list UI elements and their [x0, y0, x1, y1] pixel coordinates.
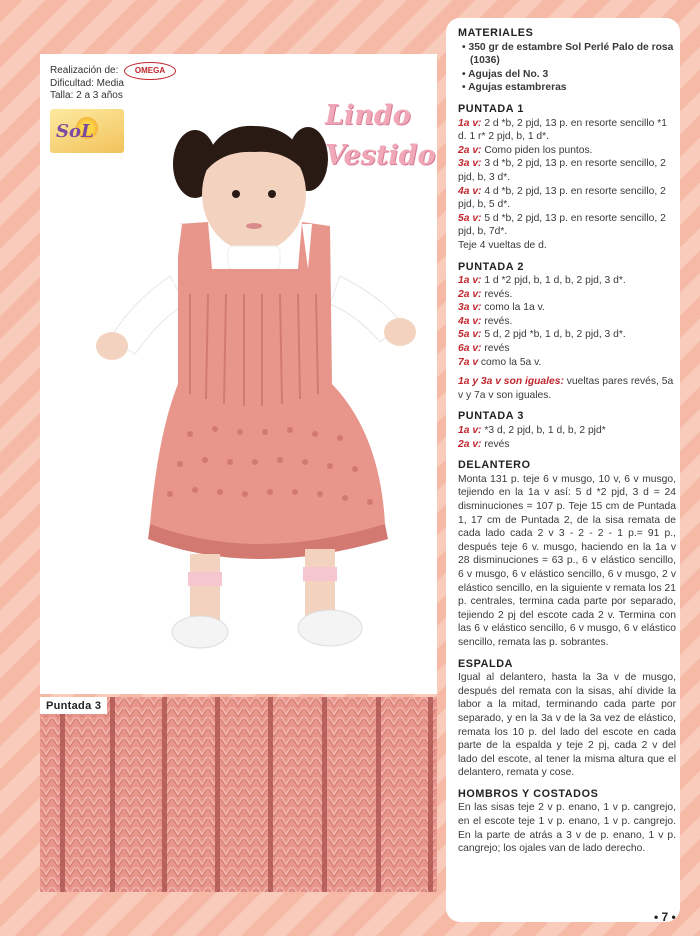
realizacion-label: Realización de:	[50, 65, 119, 76]
puntada2-row: 4a v: revés.	[458, 315, 513, 327]
hombros-text: En las sisas teje 2 v p. enano, 1 v p. cangrejo, en el escote teje 1 v p. enano, 1 v p. cangrejo. En la parte de atrás a 3 v de p. enano, 1 v p. cangrejo; los ojales van de lado derecho.	[458, 802, 676, 855]
puntada3-row: 2a v: revés	[458, 438, 510, 450]
material-item: • Agujas del No. 3	[458, 68, 676, 82]
espalda-title: ESPALDA	[458, 657, 513, 670]
stitch-label: Puntada 3	[40, 697, 107, 714]
puntada2-note: 1a y 3a v son iguales: vueltas pares revés, 5a v y 7a v son iguales.	[458, 376, 674, 401]
puntada2-row: 3a v: como la 1a v.	[458, 302, 545, 314]
sol-perle-logo	[50, 109, 124, 153]
material-item: • 350 gr de estambre Sol Perlé Palo de rosa (1036)	[458, 41, 676, 68]
puntada2-row: 6a v: revés	[458, 343, 510, 355]
knit-texture-image	[40, 697, 437, 892]
puntada1-note: Teje 4 vueltas de d.	[458, 239, 547, 251]
delantero-text: Monta 131 p. teje 6 v musgo, 10 v, 6 v musgo, tejiendo en la 1a v así: 5 d *2 pjd, 3 d = 24 disminuciones = 107 p. Teje 15 cm de Puntada 1, 17 cm de Puntada 2, de la sisa remata de cada lado cada 2 v 3 - 2 - 2 - 1 p.= 91 p., después teje 6 v. musgo, haciendo en la 1a v 28 disminuciones = 63 p., 6 v elástico sencillo, 6 v musgo, 6 v elástico sencillo, 6 v musgo, 2 v elástico sencillo, en la siguiente v remata los 21 p. centrales, termina cada parte por separado, tejiendo 2 pj del escote cada 2 v. Termina con las 6 v elástico sencillo, 6 v musgo, 6 v elástico sencillo, remata las p. sobrantes.	[458, 473, 676, 648]
puntada1-row: 4a v: 4 d *b, 2 pjd, 13 p. en resorte sencillo, 2 pjd, b, 5 d*.	[458, 185, 666, 211]
sol-logo-text: SoL	[56, 121, 94, 142]
page-title	[325, 96, 435, 176]
puntada1-row: 1a v: 2 d *b, 2 pjd, 13 p. en resorte sencillo *1 d. 1 r* 2 pjd, b, 1 d*.	[458, 117, 667, 143]
title-line-1: Lindo	[325, 100, 411, 131]
delantero-title: DELANTERO	[458, 459, 531, 472]
puntada1-title: PUNTADA 1	[458, 102, 524, 115]
material-item: • Agujas estambreras	[458, 81, 676, 95]
credits-block	[50, 65, 124, 103]
photo-panel	[40, 54, 437, 694]
stitch-sample-panel	[40, 697, 437, 892]
puntada2-title: PUNTADA 2	[458, 260, 524, 273]
dificultad-label: Dificultad: Media	[50, 77, 124, 89]
omega-logo: OMEGA	[124, 62, 176, 80]
materiales-title: MATERIALES	[458, 27, 534, 39]
puntada2-row: 5a v: 5 d, 2 pjd *b, 1 d, b, 2 pjd, 3 d*.	[458, 329, 626, 341]
puntada1-row: 3a v: 3 d *b, 2 pjd, 13 p. en resorte sencillo, 2 pjd, b, 3 d*.	[458, 158, 666, 183]
talla-label: Talla: 2 a 3 años	[50, 90, 123, 101]
puntada3-row: 1a v: *3 d, 2 pjd, b, 1 d, b, 2 pjd*	[458, 425, 606, 437]
instructions-panel	[446, 18, 680, 922]
espalda-text: Igual al delantero, hasta la 3a v de musgo, después del remata con la sisas, ahí divide la labor a la mitad, terminando cada parte por separado, y en la 3a v de la 3a vez de elástico, remata los 10 p. del lado del escote en cada parte de la espalda y teje 2 pj, cada 2 v del lado del escote, al tener la misma altura que el delantero, remata y cose.	[458, 672, 676, 779]
instructions-column	[458, 27, 676, 856]
puntada2-row: 1a v: 1 d *2 pjd, b, 1 d, b, 2 pjd, 3 d*.	[458, 275, 626, 287]
puntada1-row: 5a v: 5 d *b, 2 pjd, 13 p. en resorte sencillo, 2 pjd, b, 7d*.	[458, 212, 666, 238]
puntada2-row: 7a v como la 5a v.	[458, 356, 542, 368]
puntada1-row: 2a v: Como piden los puntos.	[458, 144, 593, 156]
hombros-title: HOMBROS Y COSTADOS	[458, 787, 599, 800]
puntada2-row: 2a v: revés.	[458, 288, 513, 300]
puntada3-title: PUNTADA 3	[458, 410, 524, 423]
page-number: • 7 •	[654, 910, 676, 924]
title-line-2: Vestido	[325, 140, 436, 171]
